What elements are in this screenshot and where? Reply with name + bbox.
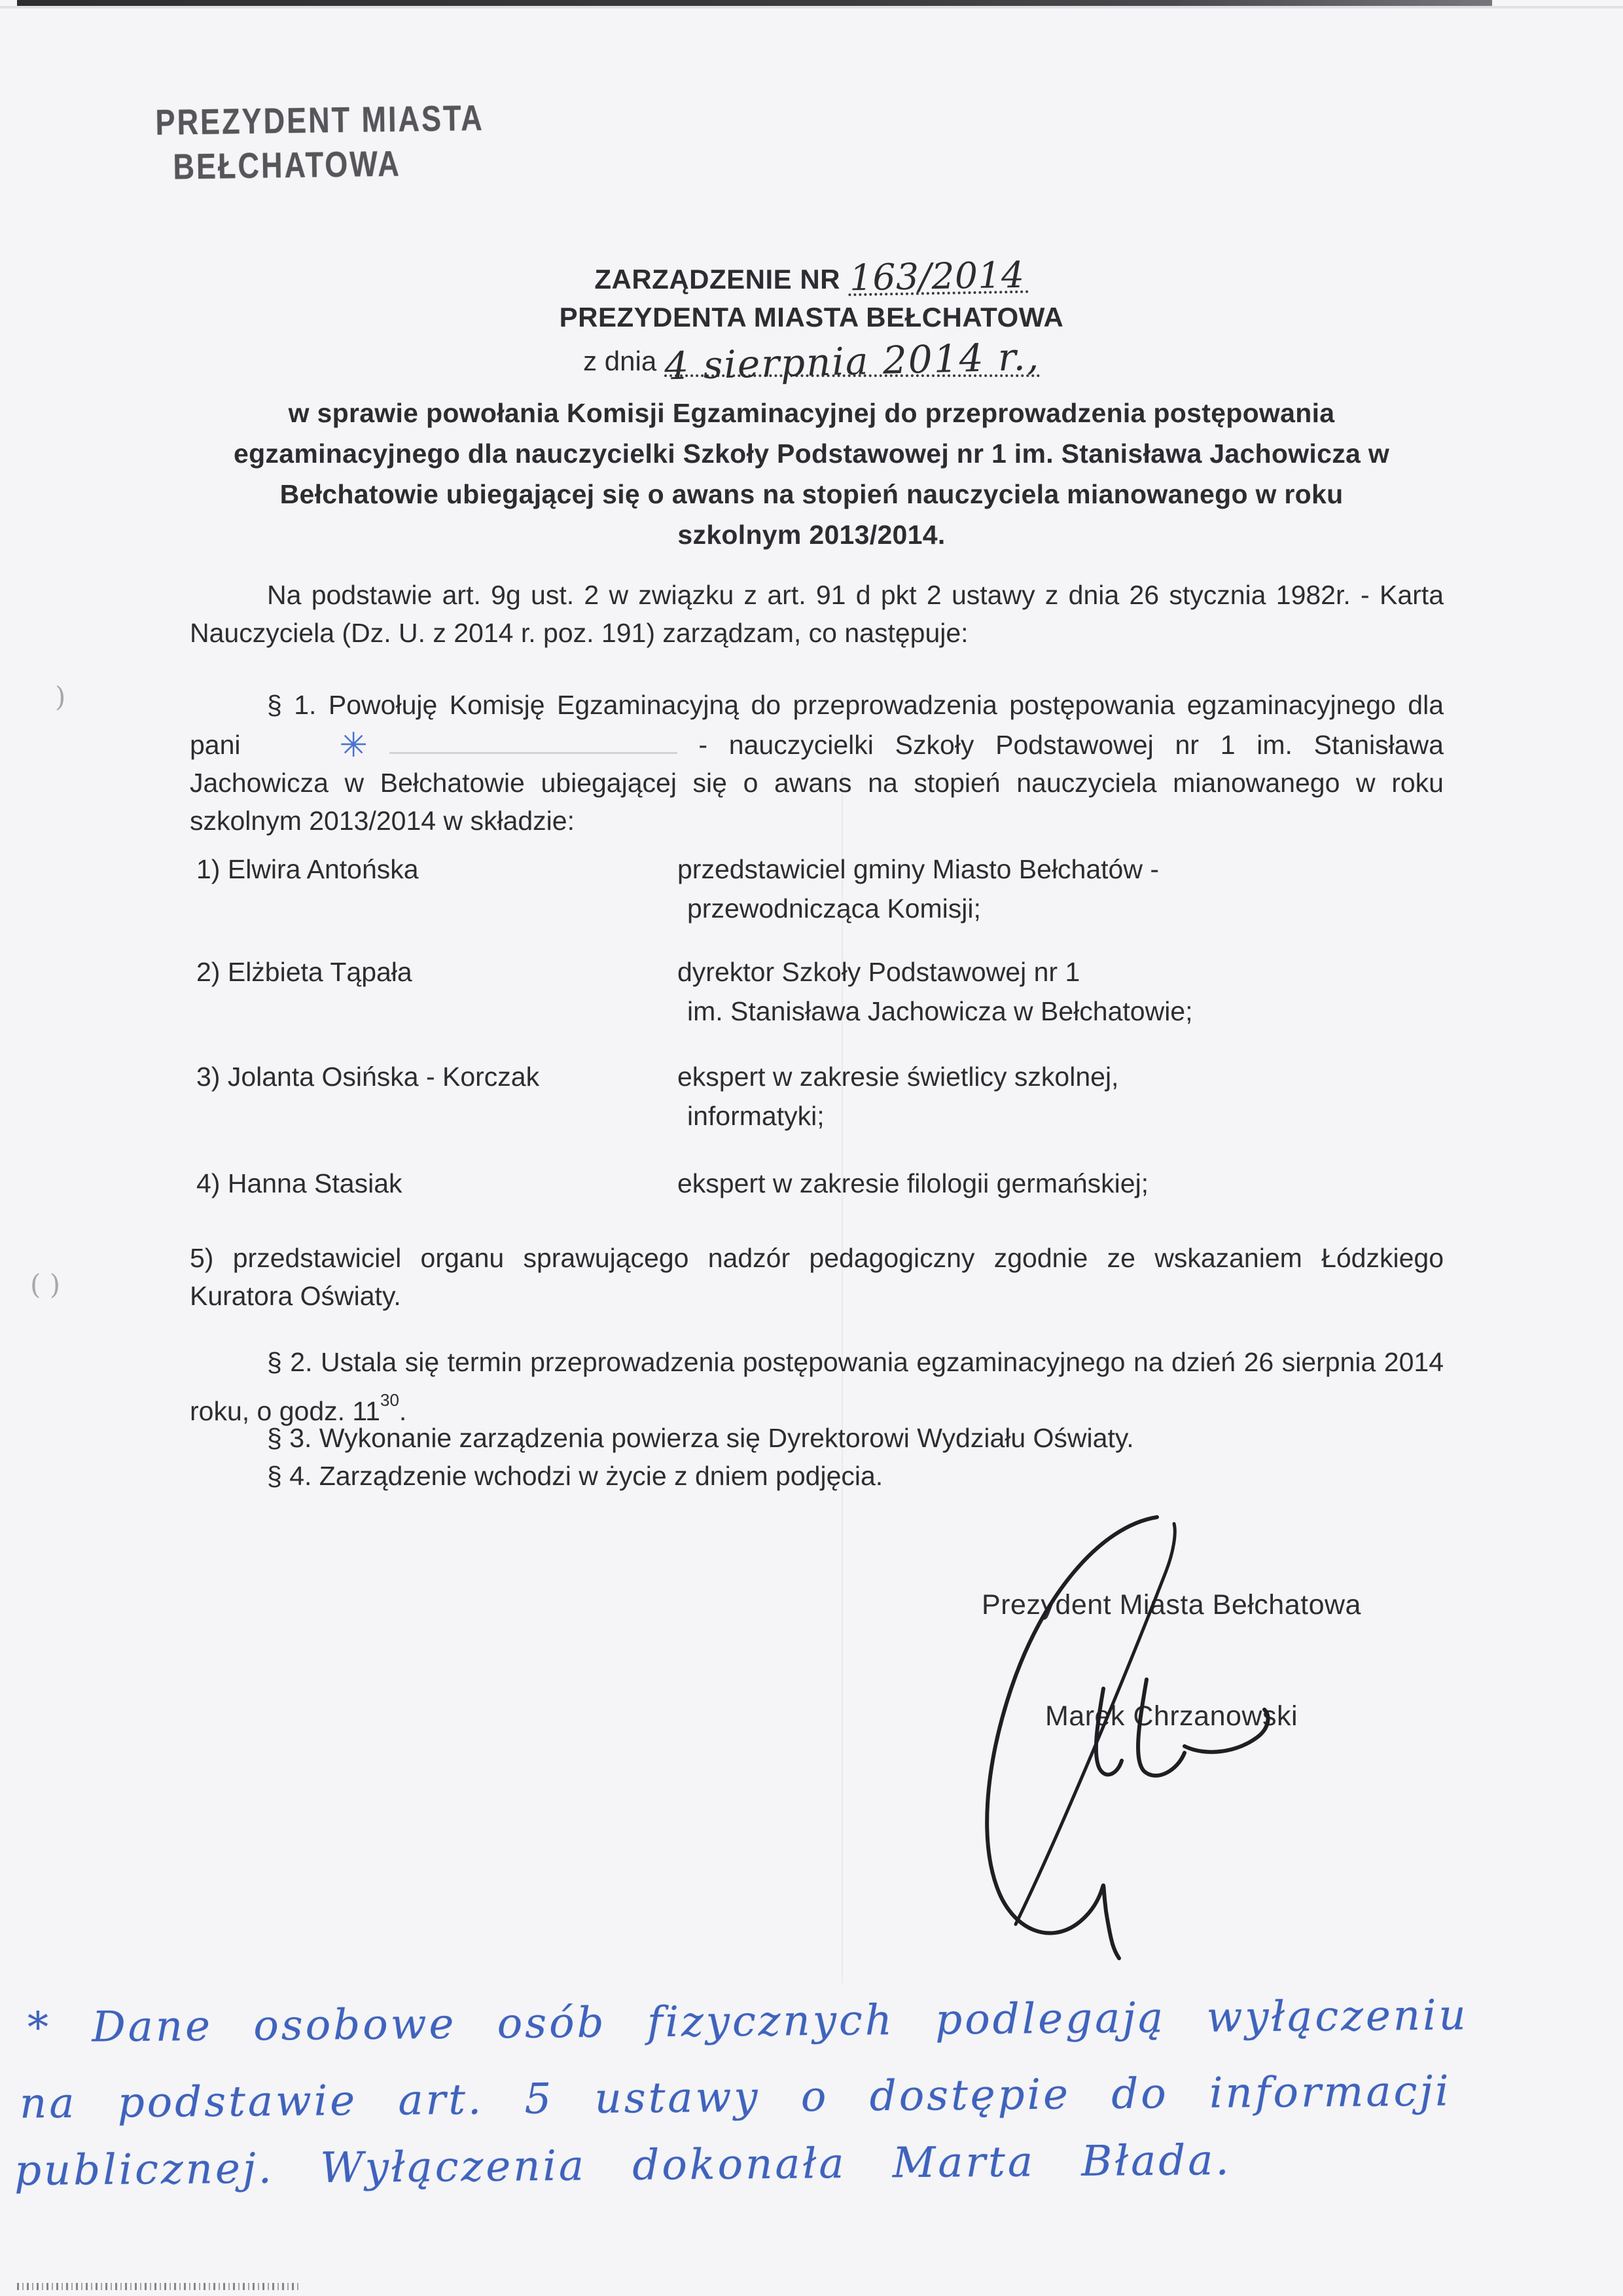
- document-title-line: [0, 253, 1623, 299]
- commission-member-1-name: 1) Elwira Antońska: [196, 854, 419, 884]
- handwritten-decree-number: 163/2014: [848, 259, 1029, 296]
- handwritten-signature-ink: [903, 1492, 1361, 1964]
- commission-member-4-role: ekspert w zakresie filologii germańskiej;: [677, 1168, 1149, 1198]
- paragraph-1-text-before: § 1. Powołuję Komisję Egzaminacyjną do przeprowadzenia postępowania egzaminacyjnego dla pani: [190, 690, 1444, 760]
- commission-member-1-role-2: przewodnicząca Komisji;: [687, 893, 981, 924]
- document-header: [0, 253, 1623, 389]
- commission-member-1-role: przedstawiciel gminy Miasto Bełchatów -: [677, 854, 1159, 884]
- signature-title: Prezydent Miasta Bełchatowa: [982, 1589, 1361, 1621]
- date-prefix: z dnia: [583, 346, 657, 376]
- commission-member-2-role-2: im. Stanisława Jachowicza w Bełchatowie;: [687, 996, 1193, 1026]
- redaction-asterisk: ✳: [339, 726, 368, 765]
- paragraph-3: § 3. Wykonanie zarządzenia powierza się Dyrektorowi Wydziału Oświaty.: [267, 1423, 1134, 1453]
- scan-mark-left-1: ): [55, 681, 66, 713]
- date-dotted-line: [664, 334, 1041, 389]
- scan-artifact-top-shadow: [0, 6, 1623, 9]
- date-line: [0, 334, 1623, 389]
- handwritten-date: 4 sierpnia 2014 r.,: [664, 334, 1041, 389]
- title-prefix: ZARZĄDZENIE NR: [594, 264, 840, 295]
- commission-member-4-name: 4) Hanna Stasiak: [196, 1168, 402, 1198]
- scan-artifact-bottom-strip: [17, 2283, 298, 2290]
- handwritten-footnote-line-3: publicznej. Wyłączenia dokonała Marta Błada.: [14, 2136, 1232, 2196]
- scan-mark-left-2: ( ): [30, 1268, 61, 1300]
- scan-artifact-top-strip: [17, 0, 1492, 6]
- handwritten-footnote-line-1: * Dane osobowe osób fizycznych podlegają wyłączeniu: [27, 1991, 1469, 2053]
- commission-member-3-name: 3) Jolanta Osińska - Korczak: [196, 1062, 540, 1092]
- paragraph-4: § 4. Zarządzenie wchodzi w życie z dniem podjęcia.: [267, 1461, 883, 1491]
- stamp-line-1: PREZYDENT MIASTA: [155, 97, 485, 143]
- paragraph-1-text-after: - nauczycielki Szkoły Podstawowej nr 1 im. Stanisława Jachowicza w Bełchatowie ubiegającej się o awans na stopień nauczyciela mianowanego w roku szkolnym 2013/2014 w składzie:: [190, 730, 1444, 836]
- paragraph-2-superscript: 30: [380, 1390, 399, 1410]
- paragraph-2: [190, 1343, 1444, 1430]
- subject-paragraph: w sprawie powołania Komisji Egzaminacyjnej do przeprowadzenia postępowania egzaminacyjnego dla nauczycielki Szkoły Podstawowej nr 1 im. Stanisława Jachowicza w Bełchatowie ubiegającej się o awans na stopień nauczyciela mianowanego w roku szkolnym 2013/2014.: [233, 398, 1390, 550]
- office-stamp: [155, 97, 485, 187]
- commission-member-2-role: dyrektor Szkoły Podstawowej nr 1: [677, 957, 1080, 987]
- handwritten-footnote-line-2: na podstawie art. 5 ustawy o dostępie do informacji: [19, 2067, 1452, 2128]
- commission-member-2-name: 2) Elżbieta Tąpała: [196, 957, 412, 987]
- commission-member-3-role: ekspert w zakresie świetlicy szkolnej,: [677, 1062, 1119, 1092]
- legal-basis-paragraph: Na podstawie art. 9g ust. 2 w związku z art. 91 d pkt 2 ustawy z dnia 26 stycznia 1982r. - Karta Nauczyciela (Dz. U. z 2014 r. poz. 191) zarządzam, co następuje:: [190, 580, 1444, 648]
- redacted-name-gap: [389, 726, 677, 754]
- issuer-line: PREZYDENTA MIASTA BEŁCHATOWA: [559, 302, 1064, 332]
- paragraph-1: [190, 686, 1444, 840]
- commission-member-3-role-2: informatyki;: [687, 1101, 825, 1131]
- commission-member-5-paragraph: 5) przedstawiciel organu sprawującego nadzór pedagogiczny zgodnie ze wskazaniem Łódzkiego Kuratora Oświaty.: [190, 1243, 1444, 1311]
- paragraph-2-text: § 2. Ustala się termin przeprowadzenia postępowania egzaminacyjnego na dzień 26 sierpnia 2014 roku, o godz. 11: [190, 1347, 1444, 1426]
- stamp-line-2: BEŁCHATOWA: [173, 143, 402, 187]
- signature-name: Marek Chrzanowski: [1044, 1700, 1298, 1732]
- paragraph-2-tail: .: [399, 1396, 407, 1426]
